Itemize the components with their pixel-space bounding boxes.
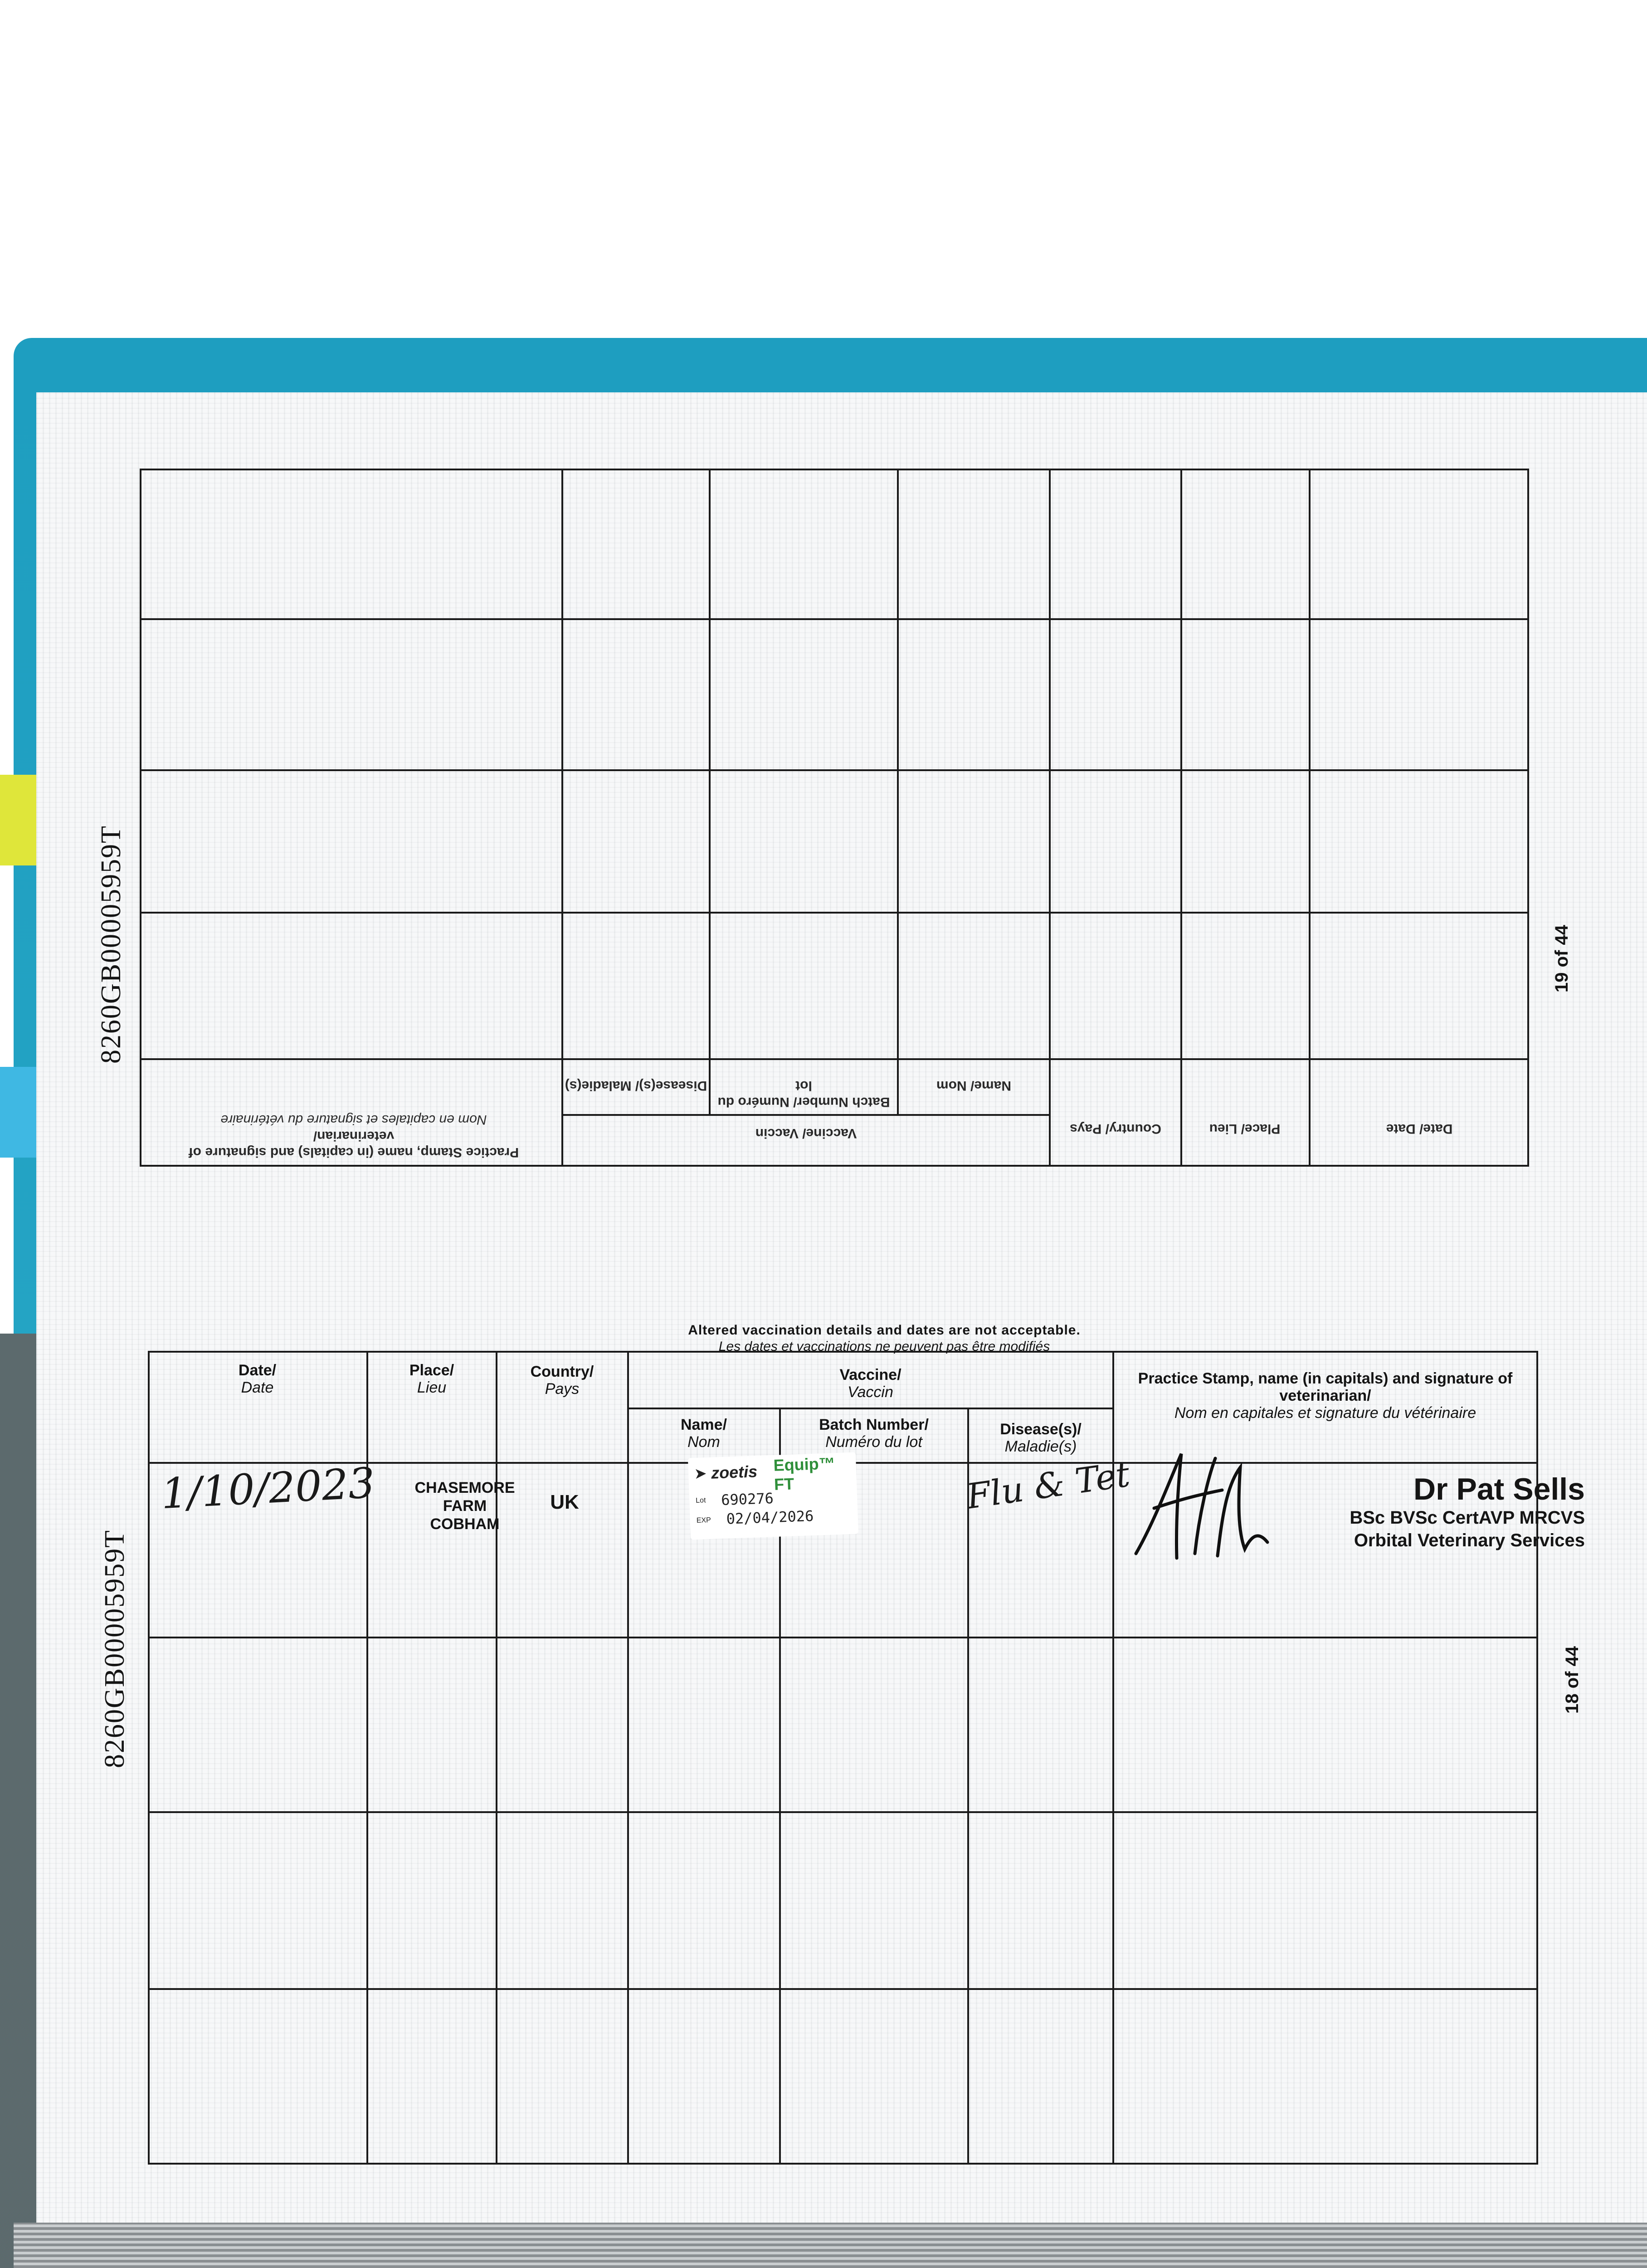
notice-english: Altered vaccination details and dates are not acceptable. xyxy=(688,1323,1081,1338)
practice-stamp xyxy=(1331,1472,1585,1552)
top-header-country: Country/ Pays xyxy=(1070,1121,1161,1136)
entry-place xyxy=(410,1479,519,1533)
top-header-vaccine: Vaccine/ Vaccin xyxy=(755,1126,857,1141)
veterinarian-signature xyxy=(1127,1445,1281,1565)
header-disease: Disease(s)/ Maladie(s) xyxy=(1000,1421,1082,1455)
entry-disease: Flu & Tet xyxy=(964,1454,1132,1517)
sticker-lot: 690276 xyxy=(721,1489,774,1509)
header-batch: Batch Number/ Numéro du lot xyxy=(819,1416,929,1451)
top-header-disease: Disease(s)/ Maladie(s) xyxy=(565,1078,707,1093)
sticker-lot-label: Lot xyxy=(695,1496,706,1505)
header-date: Date/ Date xyxy=(238,1362,277,1396)
serial-number-bottom: 8260GB00005959T xyxy=(99,1530,130,1768)
vet-qualifications: BSc BVSc CertAVP MRCVS xyxy=(1350,1508,1585,1528)
sticker-brand: zoetis xyxy=(711,1462,758,1482)
top-header-batch: Batch Number/ Numéro du lot xyxy=(717,1078,890,1110)
serial-number-top: 8260GB00005959T xyxy=(96,825,127,1064)
practice-name: Orbital Veterinary Services xyxy=(1354,1530,1585,1550)
entry-place-line1: CHASEMORE xyxy=(414,1479,515,1496)
page-number-top: 19 of 44 xyxy=(1552,925,1572,992)
zoetis-logo-icon: ➤ xyxy=(694,1466,707,1481)
top-header-practice: Practice Stamp, name (in capitals) and signature of veterinarian/ Nom en capitales et signature du vétérinaire xyxy=(188,1112,519,1160)
header-name: Name/ Nom xyxy=(680,1416,727,1451)
header-country: Country/ Pays xyxy=(530,1363,594,1398)
header-place: Place/ Lieu xyxy=(409,1362,454,1396)
top-header-date: Date/ Date xyxy=(1386,1121,1453,1136)
top-header-place: Place/ Lieu xyxy=(1209,1121,1281,1136)
entry-country: UK xyxy=(550,1491,579,1513)
header-practice: Practice Stamp, name (in capitals) and signature of veterinarian/ Nom en capitales et signature du vétérinaire xyxy=(1138,1370,1513,1422)
vet-name: Dr Pat Sells xyxy=(1413,1472,1585,1506)
notice-french: Les dates et vaccinations ne peuvent pas être modifiés xyxy=(718,1339,1050,1354)
entry-place-line2: FARM xyxy=(443,1497,487,1515)
top-header-name: Name/ Nom xyxy=(936,1078,1012,1093)
page-number-bottom: 18 of 44 xyxy=(1562,1646,1582,1714)
sticker-product: Equip™ FT xyxy=(773,1454,836,1494)
entry-place-line3: COBHAM xyxy=(430,1515,500,1533)
vaccine-batch-sticker xyxy=(688,1452,858,1540)
entry-date: 1/10/2023 xyxy=(160,1458,376,1519)
header-vaccine: Vaccine/ Vaccin xyxy=(839,1366,901,1401)
sticker-exp-label: EXP xyxy=(696,1516,711,1525)
sticker-exp: 02/04/2026 xyxy=(726,1507,814,1528)
